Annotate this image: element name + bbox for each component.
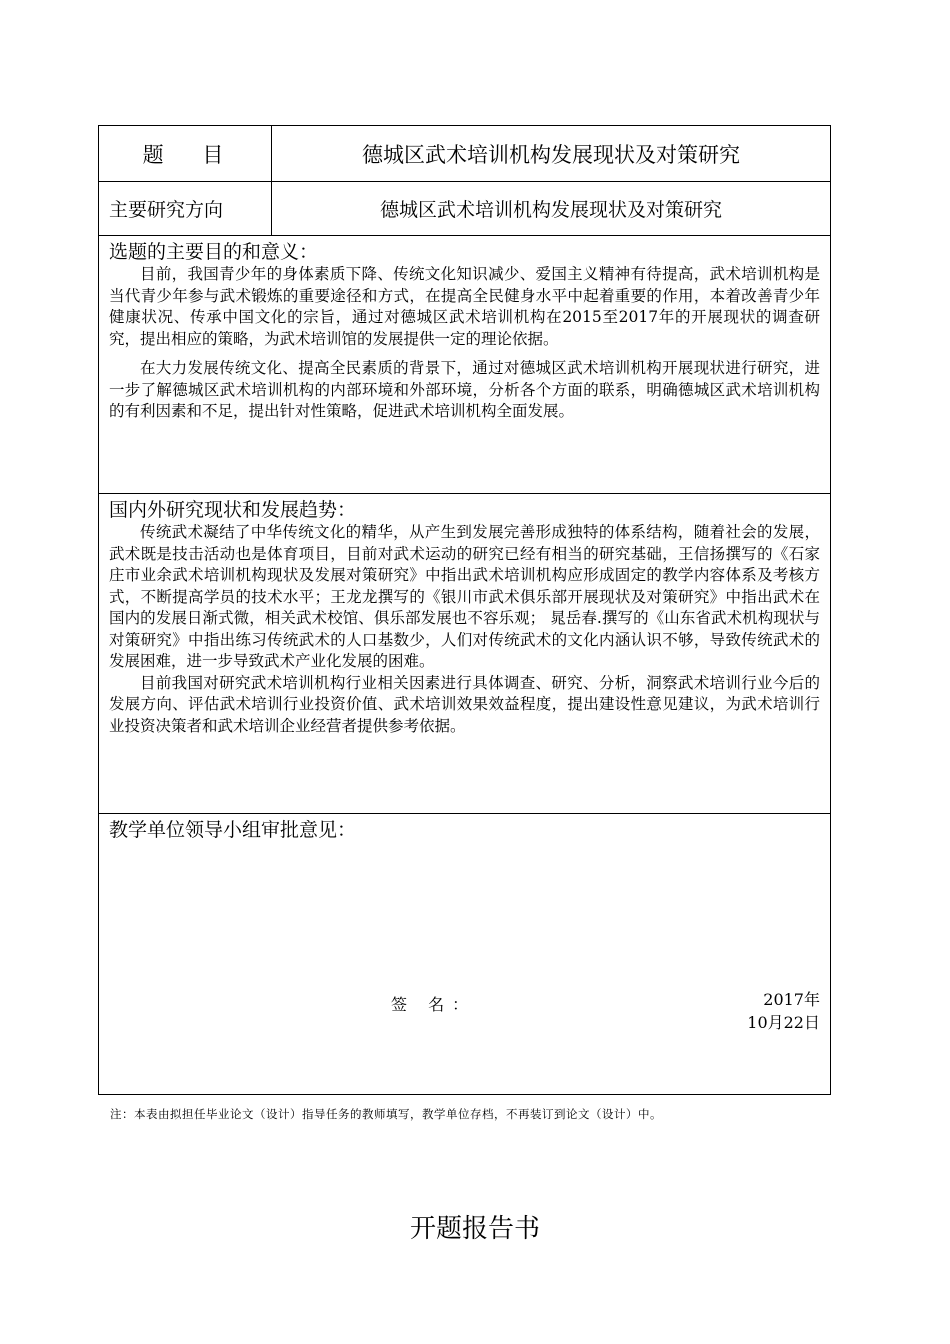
status-paragraph: 目前我国对研究武术培训机构行业相关因素进行具体调查、研究、分析，洞察武术培训行业今后的发展方向、评估武术培训行业投资价值、武术培训效果效益程度，提出建设性意见建议，为武术培训行业投资决策者和武术培训企业经营者提供参考依据。 [109,673,820,735]
status-section [99,494,830,814]
date-year: 2017年 [763,990,820,1009]
approval-heading: 教学单位领导小组审批意见： [109,819,357,841]
purpose-section [99,236,830,494]
purpose-heading: 选题的主要目的和意义： [109,241,319,263]
signature-date [747,988,820,1034]
title-value: 德城区武术培训机构发展现状及对策研究 [362,142,740,167]
footnote: 注：本表由拟担任毕业论文（设计）指导任务的教师填写，教学单位存档，不再装订到论文（设计）中。 [110,1107,662,1121]
direction-row [99,182,830,236]
proposal-form [98,125,831,1095]
direction-value: 德城区武术培训机构发展现状及对策研究 [379,199,722,221]
title-row [99,126,830,182]
page-heading: 开题报告书 [409,1214,540,1244]
approval-section [99,814,830,1094]
direction-label: 主要研究方向 [99,182,272,235]
purpose-paragraph: 目前，我国青少年的身体素质下降、传统文化知识减少、爱国主义精神有待提高，武术培训机构是当代青少年参与武术锻炼的重要途径和方式，在提高全民健身水平中起着重要的作用，本着改善青少年健康状况、传承中国文化的宗旨，通过对德城区武术培训机构在2015至2017年的开展现状的调查研究，提出相应的策略，为武术培训馆的发展提供一定的理论依据。 [109,265,820,348]
status-paragraph: 传统武术凝结了中华传统文化的精华，从产生到发展完善形成独特的体系结构，随着社会的发展，武术既是技击活动也是体育项目，目前对武术运动的研究已经有相当的研究基础，王信扬撰写的《石家庄市业余武术培训机构现状及发展对策研究》中指出武术培训机构应形成固定的教学内容体系及考核方式，不断提高学员的技术水平；王龙龙撰写的《银川市武术俱乐部开展现状及对策研究》中指出武术在国内的发展日渐式微，相关武术校馆、俱乐部发展也不容乐观； 晁岳春.撰写的《山东省武术机构现状与对策研究》中指出练习传统武术的人口基数少，人们对传统武术的文化内涵认识不够，导致传统武术的发展困难，进一步导致武术产业化发展的困难。 [109,523,820,670]
date-day: 10月22日 [747,1013,820,1032]
status-heading: 国内外研究现状和发展趋势： [109,499,357,521]
title-label: 题 目 [99,126,272,181]
signature-label: 签 名： [391,995,477,1014]
purpose-paragraph: 在大力发展传统文化、提高全民素质的背景下，通过对德城区武术培训机构开展现状进行研究，进一步了解德城区武术培训机构的内部环境和外部环境，分析各个方面的联系，明确德城区武术培训机构的有利因素和不足，提出针对性策略，促进武术培训机构全面发展。 [109,359,820,420]
